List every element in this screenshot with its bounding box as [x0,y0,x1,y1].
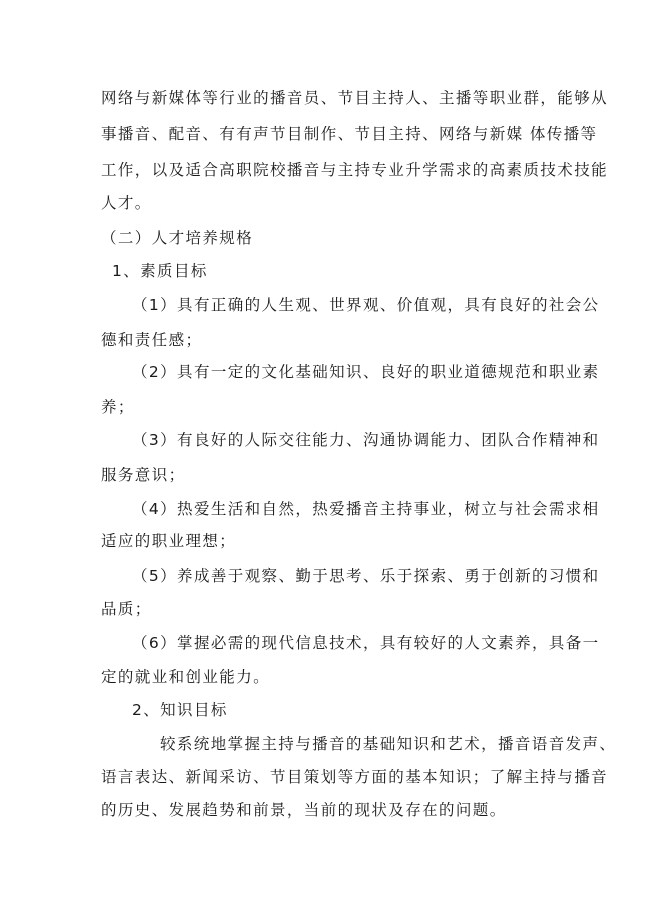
quality-item-6-line-1: （6）掌握必需的现代信息技术，具有较好的人文素养，具备一 [132,634,600,652]
intro-line-3: 工作，以及适合高职院校播音与主持专业升学需求的高素质技术技能 [101,161,609,179]
knowledge-line-2: 语言表达、新闻采访、节目策划等方面的基本知识；了解主持与播音 [101,768,609,786]
intro-line-2: 事播音、配音、有有声节目制作、节目主持、网络与新媒 体传播等 [101,125,598,143]
quality-item-6-line-2: 定的就业和创业能力。 [101,668,271,686]
quality-item-3-line-2: 服务意识； [101,466,186,484]
quality-item-1-line-2: 德和责任感； [101,331,203,349]
quality-item-3-line-1: （3）有良好的人际交往能力、沟通协调能力、团队合作精神和 [132,431,600,449]
quality-item-2-line-2: 养； [101,398,135,416]
intro-line-1: 网络与新媒体等行业的播音员、节目主持人、主播等职业群，能够从 [101,89,609,107]
knowledge-heading: 2、知识目标 [132,701,228,719]
quality-item-5-line-2: 品质； [101,600,152,618]
section-heading: （二）人才培养规格 [101,229,254,247]
quality-item-5-line-1: （5）养成善于观察、勤于思考、乐于探索、勇于创新的习惯和 [132,567,600,585]
knowledge-line-3: 的历史、发展趋势和前景，当前的现状及存在的问题。 [101,801,507,819]
knowledge-line-1: 较系统地掌握主持与播音的基础知识和艺术，播音语音发声、 [160,735,617,753]
quality-item-4-line-2: 适应的职业理想； [101,532,237,550]
quality-item-4-line-1: （4）热爱生活和自然，热爱播音主持事业，树立与社会需求相 [132,500,600,518]
quality-item-1-line-1: （1）具有正确的人生观、世界观、价值观，具有良好的社会公 [132,296,600,314]
quality-item-2-line-1: （2）具有一定的文化基础知识、良好的职业道德规范和职业素 [132,363,600,381]
intro-line-4: 人才。 [101,194,152,212]
quality-heading: 1、素质目标 [112,262,208,280]
